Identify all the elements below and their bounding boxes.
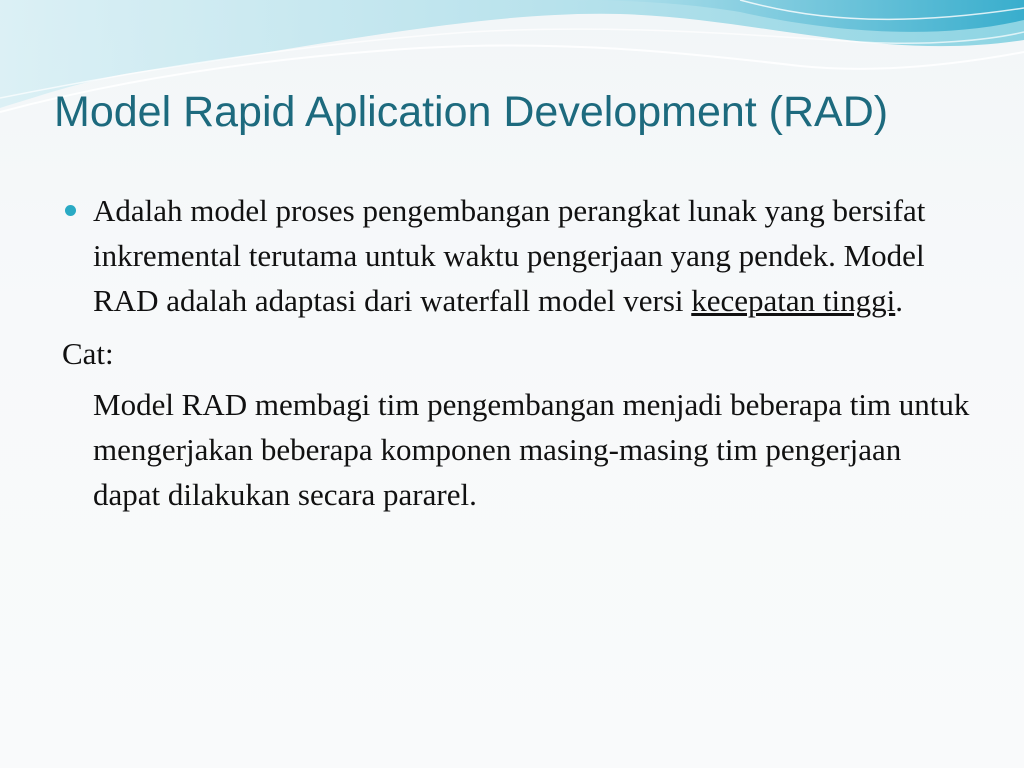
slide-title: Model Rapid Aplication Development (RAD): [54, 88, 889, 136]
note-label: Cat:: [62, 336, 114, 371]
bullet-text: Adalah model proses pengembangan perangkat lunak yang bersifat inkremental terutama untuk waktu pengerjaan yang pendek. Model RAD adalah adaptasi dari waterfall model versi: [93, 193, 926, 318]
note-text: Model RAD membagi tim pengembangan menjadi beberapa tim untuk mengerjakan beberapa komponen masing-masing tim pengerjaan dapat dilakukan secara pararel.: [93, 387, 970, 512]
bullet-item: [62, 188, 972, 323]
bullet-text-end: .: [895, 283, 903, 318]
bullet-icon: [65, 205, 76, 216]
underlined-term: kecepatan tinggi: [691, 283, 896, 318]
slide-body: [62, 188, 972, 517]
